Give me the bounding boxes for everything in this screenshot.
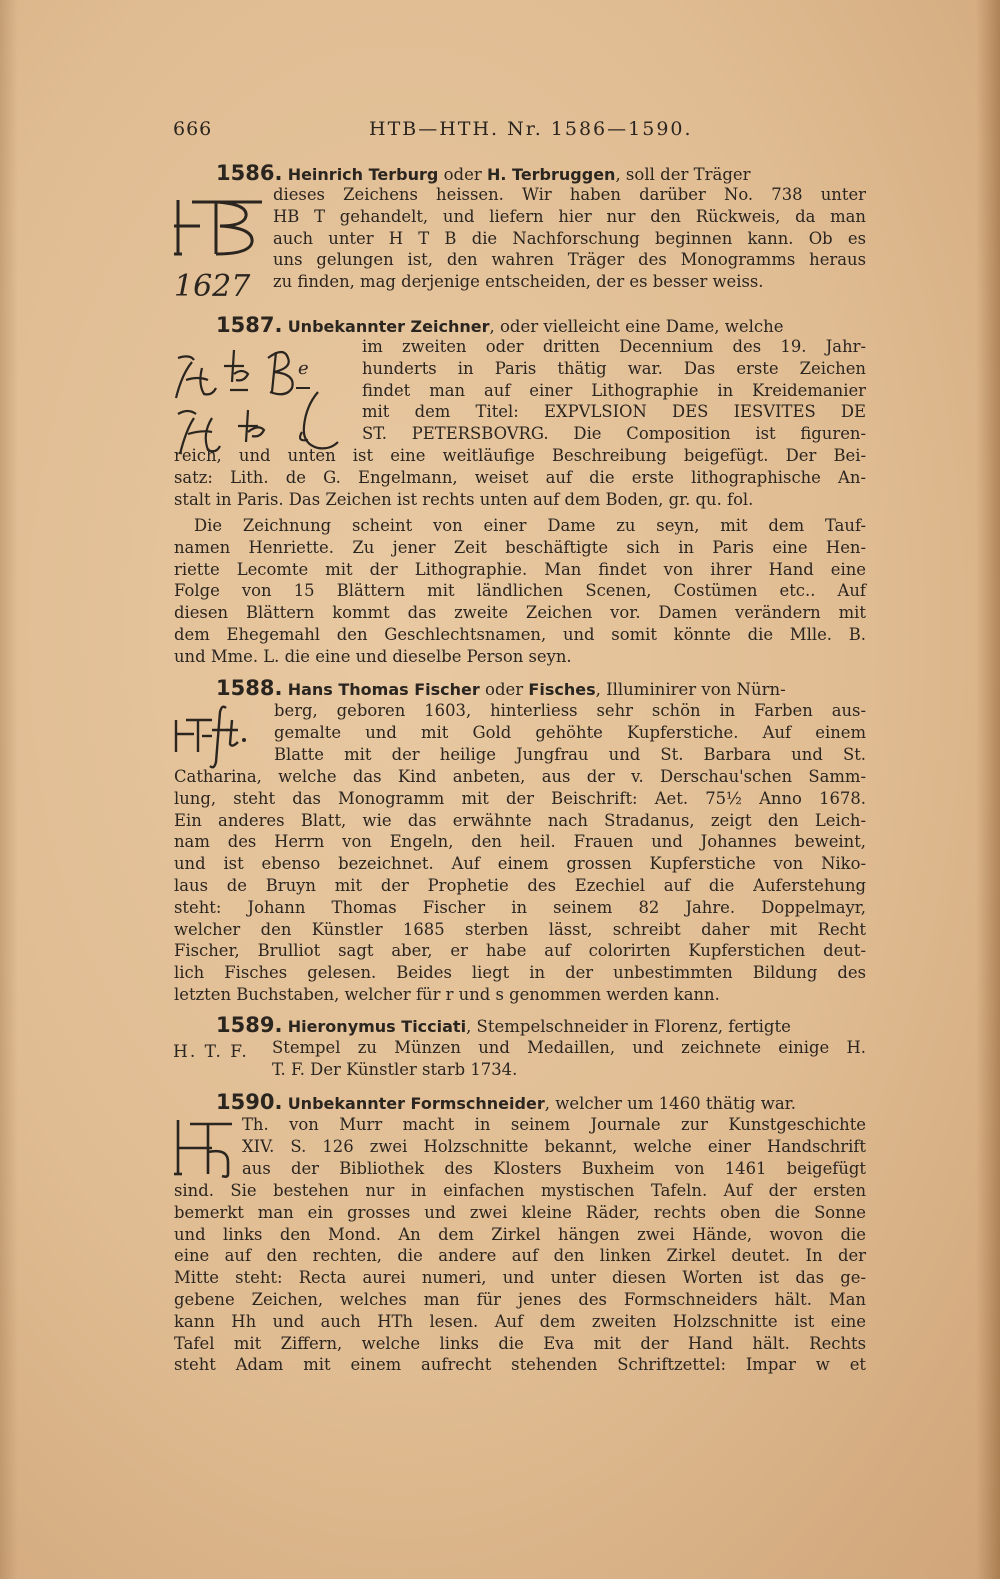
entry-number: 1589. <box>216 1013 283 1037</box>
artist-name: Hans Thomas Fischer <box>287 680 480 699</box>
entry-1589-text: Stempel zu Münzen und Medaillen, und zeichnete einige H. T. F. Der Künstler starb 1734. <box>272 1038 866 1079</box>
monogram-htb-1627 <box>172 192 264 310</box>
entry-number: 1587. <box>216 313 283 337</box>
svg-text:e: e <box>298 358 309 379</box>
entry-1590-text-narrow: Th. von Murr macht in seinem Journale zur Kunstgeschichte XIV. S. 126 zwei Holzschnitte bekannt, welche einer Handschrift aus der Bibliothek des Klosters Buxheim von 1461 beigefügt <box>242 1115 866 1178</box>
page-shadow-right <box>976 0 1000 1579</box>
entry-1589-heading: 1589. Hieronymus Ticciati, Stempelschneider in Florenz, fertigte <box>216 1013 791 1037</box>
entry-1588-text: Catharina, welche das Kind anbeten, aus der v. Derschau'schen Samm- lung, steht das Monogramm mit der Beischrift: Aet. 75½ Anno 1678. Ein anderes Blatt, wie das erwähnte nach Stradanus, zeigt den Leich- nam des Herrn von Engeln, den heil. Frauen und Johannes beweint, und ist ebenso bezeichnet. Auf einem grossen Kupferstiche von Niko- laus de Bruyn mit der Prophetie des Ezechiel auf die Auferstehung steht: Johann Thomas Fischer in seinem 82 Jahre. Doppelmayr, welcher den Künstler 1685 sterben lässt, schreibt daher mit Recht Fischer, Brulliot sagt aber, er habe auf colorirten Kupferstichen deut- lich Fisches gelesen. Beides liegt in der unbestimmten Bildung des letzten Buchstaben, welcher für r und s genommen werden kann. <box>174 767 866 1004</box>
artist-name: Heinrich Terburg <box>287 165 439 184</box>
entry-1587-paragraph-2: Die Zeichnung scheint von einer Dame zu seyn, mit dem Tauf- namen Henriette. Zu jener Zeit beschäftigte sich in Paris eine Hen- riette Lecomte mit der Lithographie. Man findet von ihrer Hand eine Folge von 15 Blättern mit ländlichen Scenen, Costümen etc.. Auf diesen Blättern kommt das zweite Zeichen vor. Damen verändern mit dem Ehegemahl den Geschlechtsnamen, und somit könnte die Mlle. B. und Mme. L. die eine und dieselbe Person seyn. <box>174 516 866 666</box>
entry-1590-heading: 1590. Unbekannter Formschneider, welcher um 1460 thätig war. <box>216 1090 796 1114</box>
entry-1587-text: reich, und unten ist eine weitläufige Beschreibung beigefügt. Der Bei- satz: Lith. de G. Engelmann, weiset auf die erste lithographische An- stalt in Paris. Das Zeichen ist rechts unten auf dem Boden, gr. qu. fol. <box>174 446 866 509</box>
entry-1587-text-narrow: im zweiten oder dritten Decennium des 19. Jahr- hunderts in Paris thätig war. Das erste Zeichen findet man auf einer Lithographie in Kreidemanier mit dem Titel: EXPVLSION DES IESVITES DE ST. PETERSBOVRG. Die Composition ist figuren- <box>362 337 866 444</box>
running-head-title: HTB—HTH. Nr. 1586—1590. <box>369 118 693 140</box>
monogram-date: 1627 <box>174 269 251 304</box>
monogram-henriette <box>168 334 364 458</box>
entry-number: 1586. <box>216 161 283 185</box>
artist-name: Unbekannter Formschneider <box>287 1094 545 1113</box>
artist-name-alt: Fisches <box>528 680 596 699</box>
entry-number: 1588. <box>216 676 283 700</box>
entry-number: 1590. <box>216 1090 283 1114</box>
monogram-hth <box>172 1112 244 1180</box>
artist-name-alt: H. Terbruggen <box>486 165 616 184</box>
monogram-htft <box>172 700 276 772</box>
entry-1588-heading: 1588. Hans Thomas Fischer oder Fisches, Illuminirer von Nürn- <box>216 676 786 700</box>
artist-name: Unbekannter Zeichner <box>287 317 490 336</box>
entry-1586-text: dieses Zeichens heissen. Wir haben darüber No. 738 unter HB T gehandelt, und liefern hier nur den Rückweis, da man auch unter H T B die Nachforschung beginnen kann. Ob es uns gelungen ist, den wahren Träger des Monogramms heraus zu finden, mag derjenige entscheiden, der es besser weiss. <box>273 185 866 292</box>
entry-1588-text-narrow: berg, geboren 1603, hinterliess sehr schön in Farben aus- gemalte und mit Gold gehöhte Kupferstiche. Auf einem Blatte mit der heilige Jungfrau und St. Barbara und St. <box>274 701 866 764</box>
entry-1590-text: sind. Sie bestehen nur in einfachen mystischen Tafeln. Auf der ersten bemerkt man ein grosses und zwei kleine Räder, rechts oben die Sonne und links den Mond. An dem Zirkel hängen zwei Hände, wovon die eine auf den rechten, die andere auf den linken Zirkel deutet. In der Mitte steht: Recta aurei numeri, und unter diesen Worten ist das ge- gebene Zeichen, welches man für jenes des Formschneiders hält. Man kann Hh und auch HTh lesen. Auf dem zweiten Holzschnitte ist eine Tafel mit Ziffern, welche links die Eva mit der Hand hält. Rechts steht Adam mit einem aufrecht stehenden Schriftzettel: Impar w et <box>174 1181 866 1375</box>
monogram-htf: H. T. F. <box>173 1042 249 1062</box>
page-shadow-left <box>0 0 18 1579</box>
artist-name: Hieronymus Ticciati <box>287 1017 467 1036</box>
page-number: 666 <box>173 118 213 140</box>
running-header <box>173 118 867 146</box>
entry-1586-heading: 1586. Heinrich Terburg oder H. Terbruggen, soll der Träger <box>216 161 751 185</box>
entry-1587-heading: 1587. Unbekannter Zeichner, oder vielleicht eine Dame, welche <box>216 313 784 337</box>
